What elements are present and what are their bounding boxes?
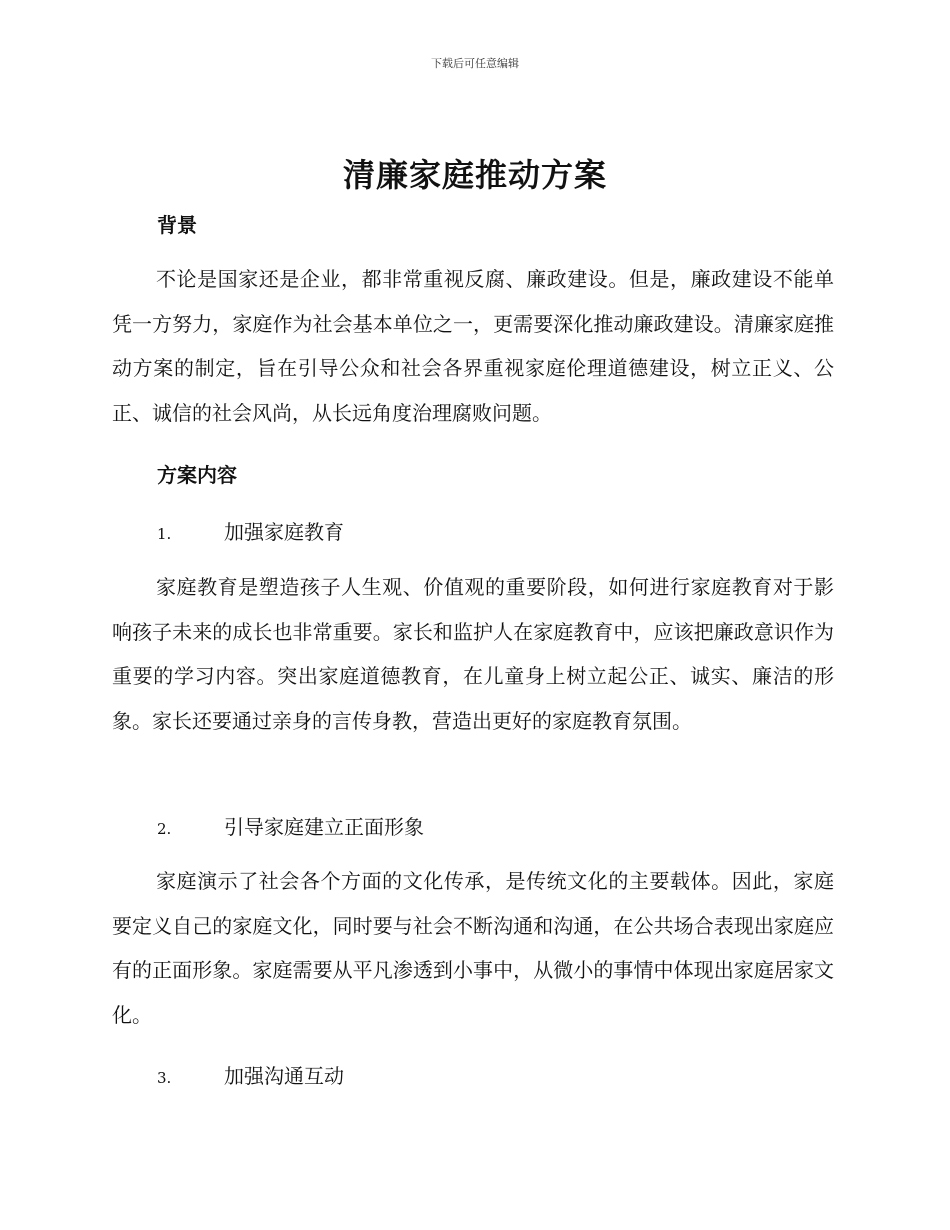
list-item-1: [157, 516, 344, 545]
list-item-number: 2.: [157, 820, 172, 838]
item-1-paragraph: 家庭教育是塑造孩子人生观、价值观的重要阶段，如何进行家庭教育对于影响孩子未来的成长也非常重要。家长和监护人在家庭教育中，应该把廉政意识作为重要的学习内容。突出家庭道德教育，在儿童身上树立起公正、诚实、廉洁的形象。家长还要通过亲身的言传身教，营造出更好的家庭教育氛围。: [112, 575, 834, 733]
list-item-title: 加强家庭教育: [224, 520, 344, 544]
list-item-title: 加强沟通互动: [224, 1064, 344, 1088]
section-heading-background: 背景: [157, 213, 197, 237]
document-title: 清廉家庭推动方案: [342, 156, 607, 194]
background-paragraph: 不论是国家还是企业，都非常重视反腐、廉政建设。但是，廉政建设不能单凭一方努力，家庭作为社会基本单位之一，更需要深化推动廉政建设。清廉家庭推动方案的制定，旨在引导公众和社会各界重视家庭伦理道德建设，树立正义、公正、诚信的社会风尚，从长远角度治理腐败问题。: [112, 267, 834, 425]
list-item-2: [157, 811, 424, 840]
list-item-number: 1.: [157, 525, 172, 543]
page-header-note: 下载后可任意编辑: [431, 57, 519, 70]
item-2-paragraph: 家庭演示了社会各个方面的文化传承，是传统文化的主要载体。因此，家庭要定义自己的家庭文化，同时要与社会不断沟通和沟通，在公共场合表现出家庭应有的正面形象。家庭需要从平凡渗透到小事中，从微小的事情中体现出家庭居家文化。: [112, 869, 834, 1027]
list-item-title: 引导家庭建立正面形象: [224, 815, 424, 839]
section-heading-plan-content: 方案内容: [157, 463, 237, 487]
list-item-3: [157, 1060, 344, 1089]
list-item-number: 3.: [157, 1069, 172, 1087]
